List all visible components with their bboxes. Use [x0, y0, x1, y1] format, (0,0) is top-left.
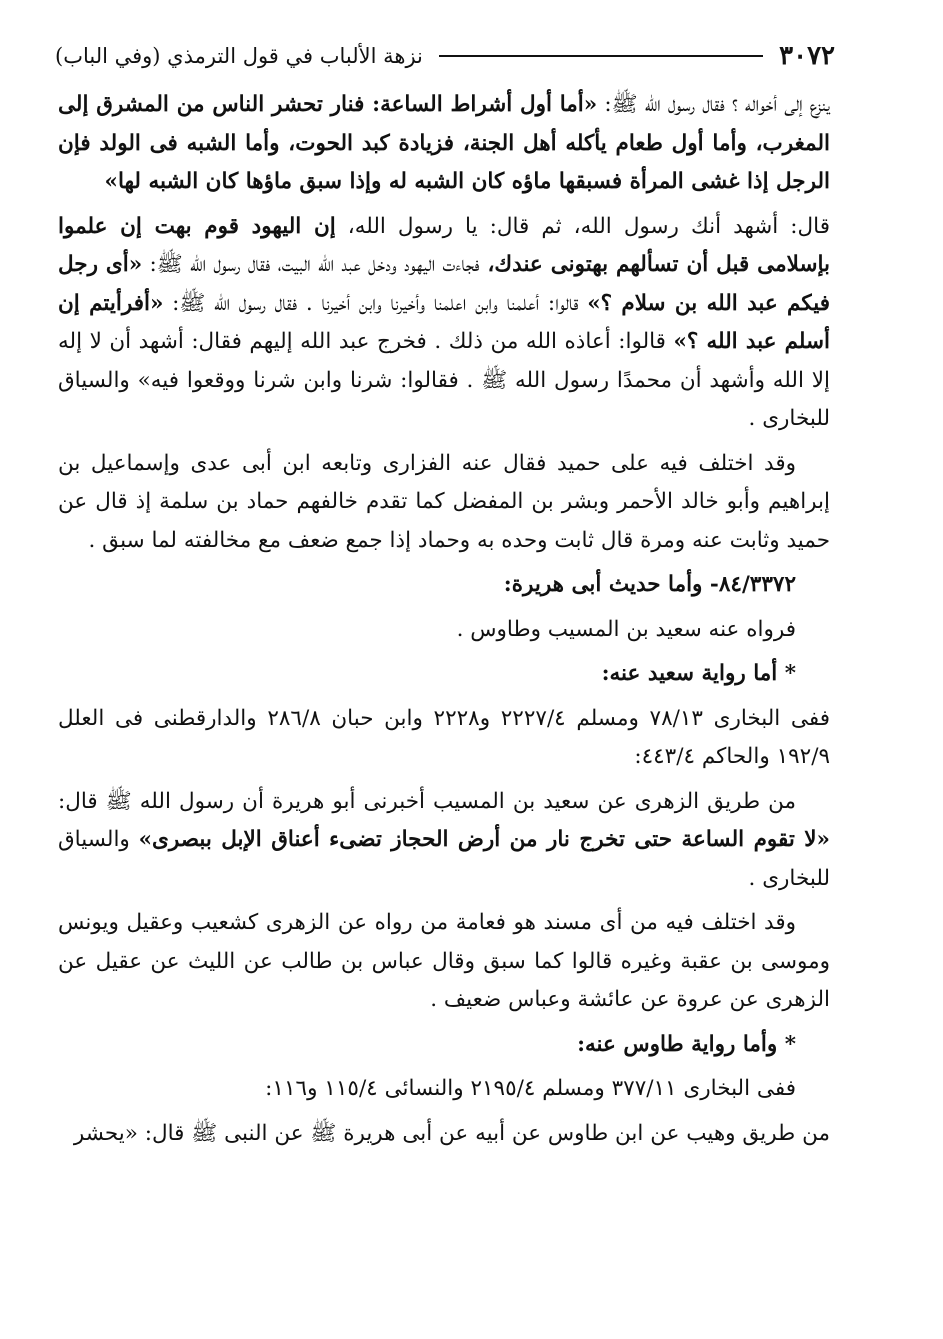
- paragraph: ينزع إلى أخواله ؟ فقال رسول الله ﷺ: «أما أول أشراط الساعة: فنار تحشر الناس من المشرق إلى المغرب، وأما أول طعام يأكله أهل الجنة، فزيادة كبد الحوت، وأما الشبه فى الولد فإن الرجل إذا غشى المرأة فسبقها ماؤه كان الشبه له وإذا سبق ماؤها كان الشبه لها»: [58, 92, 830, 194]
- running-header: [55, 36, 835, 76]
- hadith-quote: «أى رجل فيكم عبد الله بن سلام ؟»: [58, 252, 830, 316]
- paragraph: من طريق وهيب عن ابن طاوس عن أبيه عن أبى هريرة ﷺ عن النبى ﷺ قال: «يحشر: [73, 1120, 830, 1146]
- header-rule: [439, 55, 763, 57]
- paragraph: وقد اختلف فيه على حميد فقال عنه الفزارى وتابعه ابن أبى عدى وإسماعيل بن إبراهيم وأبو خالد الأحمر وبشر بن المفضل كما تقدم خالفهم حماد بن سلمة إذ قال عن حميد وثابت عنه ومرة قال ثابت وحده به وحماد إذا جمع ضعف مع مخالفته لما سبق .: [58, 450, 830, 553]
- sub-heading: * وأما رواية طاوس عنه:: [577, 1031, 796, 1057]
- paragraph: وقد اختلف فيه من أى مسند هو فعامة من رواه عن الزهرى كشعيب وعقيل ويونس وموسى بن عقبة وغيره قالوا كما سبق وقال عباس بن طالب عن الليث عن عقيل عن الزهرى عن عروة عن عائشة وعباس ضعيف .: [58, 910, 830, 1012]
- text-body: [58, 86, 830, 1159]
- paragraph: من طريق الزهرى عن سعيد بن المسيب أخبرنى أبو هريرة أن رسول الله ﷺ قال: «لا تقوم الساعة حتى تخرج نار من أرض الحجاز تضىء أعناق الإبل ببصرى» والسياق للبخارى .: [58, 788, 830, 891]
- sub-heading: * أما رواية سعيد عنه:: [601, 661, 796, 686]
- hadith-quote: إن اليهود قوم بهت إن علموا بإسلامى قبل أن تسألهم بهتونى عندك،: [58, 213, 830, 277]
- hadith-quote: «أفرأيتم إن أسلم عبد الله ؟»: [58, 290, 830, 354]
- paragraph: ففى البخارى ٣٧٧/١١ ومسلم ٢١٩٥/٤ والنسائى ١١٥/٤ و١١٦:: [265, 1076, 796, 1101]
- page-number: ٣٠٧٢: [779, 41, 835, 71]
- paragraph: فرواه عنه سعيد بن المسيب وطاوس .: [456, 616, 796, 642]
- book-title: نزهة الألباب في قول الترمذي (وفي الباب): [55, 44, 423, 68]
- paragraph: قال: أشهد أنك رسول الله، ثم قال: يا رسول الله، إن اليهود قوم بهت إن علموا بإسلامى قبل أن تسألهم بهتونى عندك، فجاءت اليهود ودخل عبد الله البيت، فقال رسول الله ﷺ: «أى رجل فيكم عبد الله بن سلام ؟» قالوا: أعلمنا وابن اعلمنا وأخيرنا وابن أخيرنا . فقال رسول الله ﷺ: «أفرأيتم إن أسلم عبد الله ؟» قالوا: أعاذه الله من ذلك . فخرج عبد الله إليهم فقال: أشهد أن لا إله إلا الله وأشهد أن محمدًا رسول الله ﷺ . فقالوا: شرنا وابن شرنا ووقعوا فيه» والسياق للبخارى .: [58, 213, 830, 431]
- hadith-quote: «لا تقوم الساعة حتى تخرج نار من أرض الحجاز تضىء أعناق الإبل ببصرى»: [138, 827, 830, 852]
- section-heading: ٨٤/٣٣٧٢- وأما حديث أبى هريرة:: [503, 572, 796, 597]
- paragraph: ففى البخارى ٧٨/١٣ ومسلم ٢٢٢٧/٤ و٢٢٢٨ وابن حبان ٢٨٦/٨ والدارقطنى فى العلل ١٩٢/٩ والحاكم ٤٤٣/٤:: [58, 705, 830, 769]
- hadith-quote: «أما أول أشراط الساعة: فنار تحشر الناس من المشرق إلى المغرب، وأما أول طعام يأكله أهل الجنة، فزيادة كبد الحوت، وأما الشبه فى الولد فإن الرجل إذا غشى المرأة فسبقها ماؤه كان الشبه له وإذا سبق ماؤها كان الشبه لها»: [58, 92, 830, 194]
